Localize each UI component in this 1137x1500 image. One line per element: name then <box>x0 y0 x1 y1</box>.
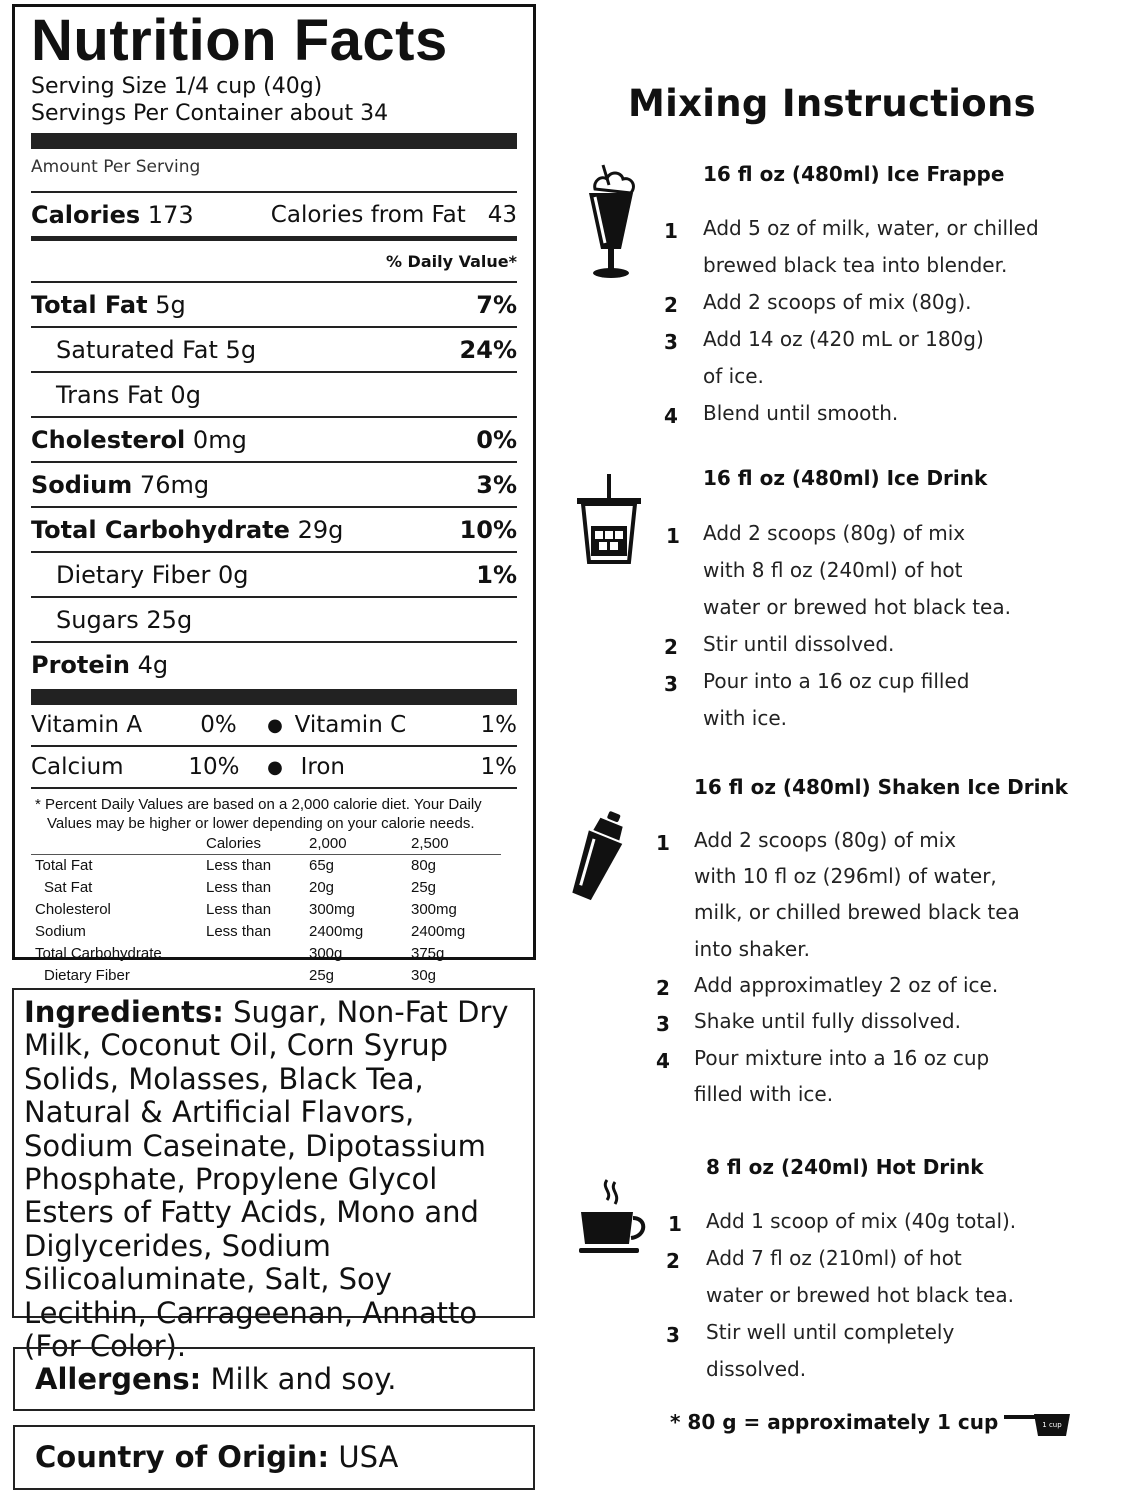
vitamin-row: Vitamin A 0% ● Vitamin C 1% <box>31 712 518 738</box>
mixing-title: Mixing Instructions <box>628 82 1036 125</box>
step-line: Add approximatley 2 oz of ice. <box>694 973 999 997</box>
step-line: Add 1 scoop of mix (40g total). <box>706 1209 1017 1233</box>
thick-divider <box>31 133 517 149</box>
step-line: brewed black tea into blender. <box>703 253 1008 277</box>
nutrient-row: Trans Fat 0g <box>56 380 201 409</box>
section-title: 16 fl oz (480ml) Ice Frappe <box>703 162 1005 186</box>
step-line: Add 14 oz (420 mL or 180g) <box>703 327 984 351</box>
daily-value-header: % Daily Value* <box>385 251 517 271</box>
step-line: Add 5 oz of milk, water, or chilled <box>703 216 1039 240</box>
step-line: into shaker. <box>694 937 810 961</box>
step-line: milk, or chilled brewed black tea <box>694 900 1020 924</box>
calories-from-fat-label: Calories from Fat <box>270 201 466 228</box>
bullet-icon: ● <box>267 714 283 736</box>
step-line: with 10 fl oz (296ml) of water, <box>694 864 997 888</box>
nutrition-facts-label <box>12 4 536 984</box>
nutrient-row: Saturated Fat 5g 24% <box>56 335 517 364</box>
calories-row <box>31 193 517 236</box>
step-line: with 8 fl oz (240ml) of hot <box>703 558 963 582</box>
step-line: Stir well until completely <box>706 1320 955 1344</box>
nutrient-row: Dietary Fiber 0g 1% <box>56 560 517 589</box>
daily-value-footnote: * Percent Daily Values are based on a 2,000 calorie diet. Your Daily Values may be higher or lower depending on your calorie needs. <box>35 796 482 832</box>
vitamin-row: Calcium 10% ● Iron 1% <box>31 754 517 780</box>
origin-text: USA <box>338 1440 399 1474</box>
daily-value-table: Calories 2,000 2,500 Total Fat Less than 65g 80g Sat Fat Less than 20g 25g Cholesterol Less than 300mg 300mg Sodium Less than 2400mg 2400mg Total Carbohydrate 300g 375g Dietary Fiber 25g 30g <box>31 834 501 986</box>
svg-text:1 cup: 1 cup <box>1042 1421 1062 1429</box>
nutrient-row: Sugars 25g <box>56 605 193 634</box>
step-line: of ice. <box>703 364 764 388</box>
step-line: Pour mixture into a 16 oz cup <box>694 1046 990 1070</box>
amount-per-serving: Amount Per Serving <box>31 157 201 177</box>
step-line: water or brewed hot black tea. <box>706 1283 1014 1307</box>
nutrient-row: Total Carbohydrate 29g 10% <box>31 515 517 544</box>
step-line: Stir until dissolved. <box>703 632 895 656</box>
step-line: water or brewed hot black tea. <box>703 595 1011 619</box>
calories-value: 173 <box>147 200 194 229</box>
calories-from-fat-value: 43 <box>487 201 517 228</box>
step-line: with ice. <box>703 706 788 730</box>
serving-size: Serving Size 1/4 cup (40g) <box>31 74 323 99</box>
nutrient-row: Protein 4g <box>31 650 169 679</box>
step-line: Pour into a 16 oz cup filled <box>703 669 970 693</box>
step-line: filled with ice. <box>694 1082 834 1106</box>
nutrient-row: Cholesterol 0mg 0% <box>31 425 517 454</box>
step-line: Add 2 scoops (80g) of mix <box>694 828 957 852</box>
cup-conversion-note: * 80 g = approximately 1 cup <box>670 1410 999 1434</box>
allergens-box <box>13 1347 535 1411</box>
hot-cup-icon <box>577 1178 651 1260</box>
milkshake-icon <box>583 163 639 281</box>
origin-box <box>13 1425 535 1490</box>
nutrient-row: Sodium 76mg 3% <box>31 470 517 499</box>
step-line: Shake until fully dissolved. <box>694 1009 961 1033</box>
allergens-label: Allergens: <box>35 1362 202 1396</box>
bullet-icon: ● <box>267 756 283 778</box>
step-line: Add 2 scoops of mix (80g). <box>703 290 972 314</box>
step-line: Add 7 fl oz (210ml) of hot <box>706 1246 962 1270</box>
nutrition-title: Nutrition Facts <box>31 8 448 73</box>
shaker-icon <box>566 810 632 902</box>
step-line: Blend until smooth. <box>703 401 899 425</box>
allergens-text: Milk and soy. <box>210 1362 397 1396</box>
step-line: dissolved. <box>706 1357 807 1381</box>
section-title: 8 fl oz (240ml) Hot Drink <box>706 1155 984 1179</box>
iced-cup-icon <box>575 474 643 566</box>
calories-label: Calories <box>31 200 141 229</box>
ingredients-box <box>12 988 535 1364</box>
nutrient-row: Total Fat 5g 7% <box>31 290 517 319</box>
measuring-scoop-icon <box>1004 1412 1072 1440</box>
ingredients-text: Sugar, Non-Fat Dry Milk, Coconut Oil, Corn Syrup Solids, Molasses, Black Tea, Natural & Artificial Flavors, Sodium Caseinate, Dipotassium Phosphate, Propylene Glycol Esters of Fatty Acids, Mono and Diglycerides, Sodium Silicoaluminate, Salt, Soy Lecithin, Carrageenan, Annatto (For Color). <box>24 995 509 1364</box>
step-line: Add 2 scoops (80g) of mix <box>703 521 966 545</box>
section-title: 16 fl oz (480ml) Shaken Ice Drink <box>694 775 1068 799</box>
ingredients-label: Ingredients: <box>24 995 224 1029</box>
section-title: 16 fl oz (480ml) Ice Drink <box>703 466 988 490</box>
thick-divider <box>31 689 517 705</box>
origin-label: Country of Origin: <box>35 1440 330 1474</box>
servings-per-container: Servings Per Container about 34 <box>31 101 389 126</box>
